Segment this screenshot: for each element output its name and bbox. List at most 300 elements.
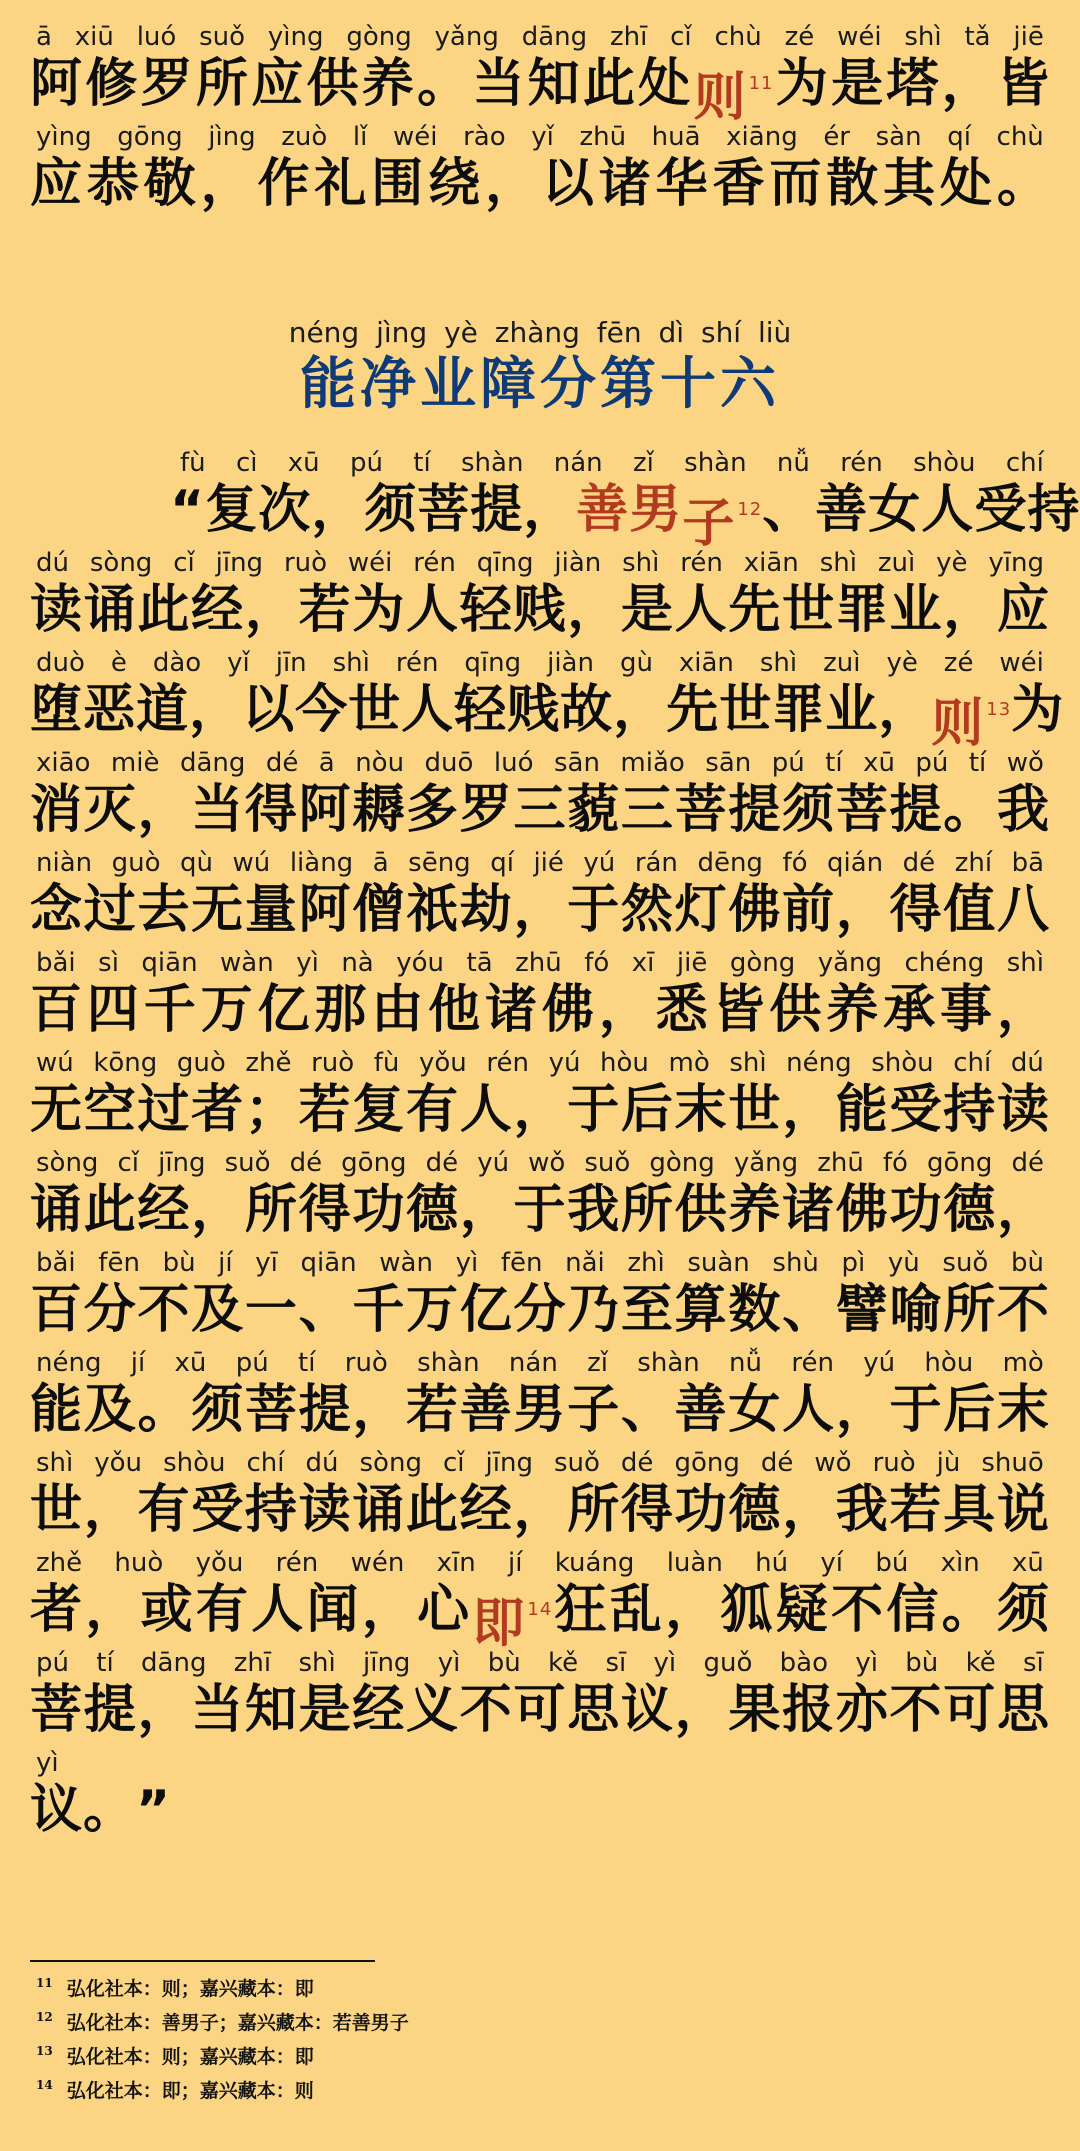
pinyin-syllable: jīng [363, 1648, 411, 1678]
hanzi-char: 者 [30, 1580, 84, 1640]
pinyin-syllable: xī [631, 948, 655, 978]
hanzi-char: 应 [30, 154, 84, 214]
hanzi-char: 三 [513, 780, 567, 840]
hanzi-char: 贱 [507, 680, 561, 740]
hanzi-char: 量 [244, 880, 298, 940]
pinyin-syllable: bào [779, 1648, 829, 1678]
pinyin-syllable: è [110, 648, 127, 678]
hanzi-char: 人 [406, 580, 460, 640]
hanzi-char: ， [311, 480, 365, 540]
hanzi-char: ， [459, 1180, 513, 1240]
pinyin-syllable: huā [651, 122, 701, 152]
hanzi-char: 无 [30, 1080, 84, 1140]
pinyin-syllable: yīng [988, 548, 1044, 578]
hanzi-char: 华 [655, 154, 709, 214]
hanzi-char: 修 [85, 54, 139, 114]
verse-line [30, 1548, 1050, 1654]
hanzi-char: ， [523, 480, 577, 540]
pinyin-syllable: xiān [678, 648, 734, 678]
pinyin-syllable: zhī [609, 22, 648, 52]
pinyin-line [36, 1648, 1044, 1678]
hanzi-char: 乱 [609, 1580, 663, 1640]
hanzi-char: ， [665, 1580, 719, 1640]
pinyin-line [36, 122, 1044, 152]
hanzi-char: 僧 [352, 880, 406, 940]
hanzi-line [30, 1478, 1050, 1542]
pinyin-syllable: rán [634, 848, 678, 878]
hanzi-char: 人 [674, 580, 728, 640]
pinyin-syllable: pú [349, 448, 383, 478]
pinyin-syllable: hòu [924, 1348, 974, 1378]
pinyin-syllable: kě [965, 1648, 996, 1678]
pinyin-syllable: duò [36, 648, 85, 678]
hanzi-char: 千 [143, 980, 197, 1040]
hanzi-char: ， [996, 980, 1050, 1040]
pinyin-syllable: hòu [600, 1048, 649, 1078]
pinyin-syllable: dé [425, 1148, 459, 1178]
hanzi-char: 礼 [314, 154, 368, 214]
hanzi-char: 万 [406, 1280, 460, 1340]
hanzi-char: ， [513, 1480, 567, 1540]
pinyin-syllable: sēng [408, 848, 471, 878]
pinyin-syllable: zǐ [587, 1348, 608, 1378]
hanzi-char: 事 [940, 980, 994, 1040]
footnote-divider [30, 1960, 375, 1962]
hanzi-char: 先 [728, 580, 782, 640]
pinyin-syllable: yǎng [434, 22, 499, 52]
hanzi-char: 男 [629, 480, 683, 540]
pinyin-syllable: dú [1010, 1048, 1044, 1078]
pinyin-syllable: sī [1023, 1648, 1044, 1678]
hanzi-char: 轻 [459, 580, 513, 640]
pinyin-syllable: fó [882, 1148, 908, 1178]
hanzi-char: 此 [137, 580, 191, 640]
hanzi-char: 塔 [886, 54, 940, 114]
section-title [0, 316, 1080, 420]
pinyin-syllable: nǎi [565, 1248, 605, 1278]
pinyin-syllable: shù [772, 1248, 819, 1278]
hanzi-char: 得 [620, 1480, 674, 1540]
hanzi-char: 受 [889, 1080, 943, 1140]
pinyin-syllable: jīn [275, 648, 307, 678]
hanzi-char: 世 [728, 1080, 782, 1140]
pinyin-syllable: yǎng [817, 948, 883, 978]
hanzi-char: 四 [86, 980, 140, 1040]
pinyin-syllable: yú [583, 848, 616, 878]
hanzi-char: 提 [889, 780, 943, 840]
hanzi-char: 八 [996, 880, 1050, 940]
hanzi-line [170, 478, 1080, 554]
pinyin-syllable: fó [584, 948, 610, 978]
pinyin-syllable: cǐ [117, 1148, 140, 1178]
hanzi-char: 人 [251, 1580, 305, 1640]
footnote-marker[interactable]: 11 [748, 73, 774, 94]
pinyin-syllable: chéng [904, 948, 985, 978]
pinyin-syllable: zǐ [632, 448, 654, 478]
pinyin-syllable: gōng [117, 122, 183, 152]
pinyin-syllable: wéi [392, 122, 438, 152]
hanzi-char: 敬 [143, 154, 197, 214]
pinyin-syllable: yú [863, 1348, 896, 1378]
footnote-marker[interactable]: 13 [986, 699, 1012, 720]
pinyin-syllable: shàn [637, 1348, 700, 1378]
pinyin-syllable: bǎi [36, 1248, 76, 1278]
hanzi-char: 业 [825, 680, 879, 740]
pinyin-line [36, 648, 1044, 678]
pinyin-syllable: wǒ [528, 1148, 566, 1178]
hanzi-char: 百 [30, 980, 84, 1040]
pinyin-syllable: qīng [464, 648, 522, 678]
hanzi-line [30, 778, 1050, 842]
hanzi-char: 皆 [996, 54, 1050, 114]
pinyin-syllable: shuō [981, 1448, 1044, 1478]
hanzi-char: 贱 [513, 580, 567, 640]
hanzi-char: 去 [137, 880, 191, 940]
pinyin-syllable: gòng [346, 22, 412, 52]
pinyin-syllable: guò [111, 848, 161, 878]
hanzi-char: 读 [298, 1480, 352, 1540]
pinyin-syllable: yǒu [195, 1548, 244, 1578]
pinyin-syllable: xiān [743, 548, 799, 578]
hanzi-char: 世 [30, 1480, 84, 1540]
hanzi-char: 及 [83, 1380, 137, 1440]
pinyin-syllable: dú [36, 548, 69, 578]
pinyin-syllable: ér [823, 122, 850, 152]
pinyin-syllable: jiàn [547, 648, 594, 678]
pinyin-syllable: yì [36, 1748, 59, 1778]
hanzi-char: 数 [728, 1280, 782, 1340]
hanzi-char: 不 [459, 1680, 513, 1740]
hanzi-char: 疑 [775, 1580, 829, 1640]
verse-line [30, 1648, 1050, 1748]
verse-line [30, 1348, 1050, 1448]
hanzi-char: 此 [83, 1180, 137, 1240]
hanzi-char: 围 [371, 154, 425, 214]
hanzi-char: 须 [191, 1380, 245, 1440]
hanzi-char: 诵 [30, 1180, 84, 1240]
hanzi-char: 万 [200, 980, 254, 1040]
pinyin-syllable: chí [1005, 448, 1044, 478]
pinyin-line [36, 1548, 1044, 1578]
pinyin-syllable: zuì [823, 648, 861, 678]
pinyin-syllable: fù [180, 448, 206, 478]
hanzi-char: 得 [298, 1180, 352, 1240]
pinyin-syllable: ruò [283, 548, 328, 578]
pinyin-syllable: qiān [300, 1248, 357, 1278]
hanzi-char: 能 [835, 1080, 889, 1140]
hanzi-char: 菩 [674, 780, 728, 840]
pinyin-syllable: sī [605, 1648, 627, 1678]
pinyin-syllable: shì [819, 548, 857, 578]
pinyin-syllable: wén [350, 1548, 405, 1578]
pinyin-syllable: bù [487, 1648, 521, 1678]
pinyin-syllable: ā [318, 748, 335, 778]
hanzi-line [30, 1378, 1050, 1442]
hanzi-char: 阿 [298, 780, 352, 840]
hanzi-char: 此 [582, 54, 636, 114]
pinyin-syllable: qián [827, 848, 884, 878]
pinyin-syllable: qiān [141, 948, 198, 978]
pinyin-syllable: nǚ [776, 448, 810, 478]
verse-line [30, 1248, 1050, 1348]
hanzi-char: 悉 [655, 980, 709, 1040]
pinyin-syllable: jí [508, 1548, 523, 1578]
pinyin-syllable: suǒ [199, 22, 246, 52]
pinyin-syllable: tí [968, 748, 987, 778]
hanzi-char: ， [598, 980, 652, 1040]
hanzi-char: 人 [921, 480, 975, 540]
hanzi-char: 罪 [772, 680, 826, 740]
pinyin-line [36, 1748, 1044, 1778]
hanzi-char: 须 [782, 780, 836, 840]
hanzi-char: ， [567, 580, 621, 640]
pinyin-syllable: tā [466, 948, 493, 978]
sutra-text-main [30, 448, 1080, 1848]
pinyin-line [36, 1448, 1044, 1478]
hanzi-char: 提 [298, 1380, 352, 1440]
pinyin-syllable: suǒ [224, 1148, 271, 1178]
hanzi-char: 经 [459, 1480, 513, 1540]
pinyin-syllable: zhū [817, 1148, 864, 1178]
hanzi-char: 亿 [257, 980, 311, 1040]
pinyin-syllable: wéi [347, 548, 393, 578]
hanzi-char: ， [83, 1480, 137, 1540]
pinyin-syllable: suǒ [942, 1248, 989, 1278]
hanzi-char: 于 [567, 880, 621, 940]
hanzi-char: 有 [195, 1580, 249, 1640]
hanzi-char: 为 [775, 54, 829, 114]
pinyin-syllable: rén [486, 1048, 529, 1078]
hanzi-char: 能 [30, 1380, 84, 1440]
hanzi-char: ， [189, 680, 243, 740]
hanzi-char: ， [835, 880, 889, 940]
footnote-item [36, 2070, 314, 2100]
hanzi-char: 议 [30, 1780, 84, 1840]
hanzi-char: 读 [30, 580, 84, 640]
hanzi-char: 。 [941, 1580, 995, 1640]
hanzi-char: 世 [719, 680, 773, 740]
hanzi-line [30, 678, 1065, 754]
pinyin-syllable: wéi [999, 648, 1044, 678]
hanzi-char: 知 [527, 54, 581, 114]
hanzi-char: 以 [242, 680, 296, 740]
hanzi-char: ， [191, 1180, 245, 1240]
hanzi-char: ， [352, 1380, 406, 1440]
hanzi-char: 末 [996, 1380, 1050, 1440]
hanzi-char: 堕 [30, 680, 84, 740]
pinyin-syllable: sān [553, 748, 600, 778]
pinyin-syllable: sòng [36, 1148, 99, 1178]
pinyin-syllable: bǎi [36, 948, 76, 978]
hanzi-char: 提 [470, 480, 524, 540]
pinyin-syllable: gōng [927, 1148, 993, 1178]
hanzi-char: 空 [83, 1080, 137, 1140]
pinyin-syllable: yè [936, 548, 968, 578]
pinyin-syllable: xīn [436, 1548, 476, 1578]
pinyin-syllable: jīng [485, 1448, 533, 1478]
hanzi-char: 业 [889, 580, 943, 640]
hanzi-char: ， [137, 1680, 191, 1740]
hanzi-char: 有 [137, 1480, 191, 1540]
hanzi-char: 狂 [554, 1580, 608, 1640]
pinyin-syllable: rén [275, 1548, 319, 1578]
pinyin-syllable: dé [1011, 1148, 1044, 1178]
pinyin-line [36, 548, 1044, 578]
hanzi-char: 所 [195, 54, 249, 114]
hanzi-char: 得 [889, 880, 943, 940]
verse-line [30, 748, 1050, 848]
hanzi-char: 可 [943, 1680, 997, 1740]
pinyin-syllable: bù [162, 1248, 196, 1278]
pinyin-syllable: qù [180, 848, 214, 878]
hanzi-char: 所 [244, 1180, 298, 1240]
pinyin-syllable: bù [905, 1648, 939, 1678]
hanzi-char: 。 [137, 1380, 191, 1440]
pinyin-syllable: pú [915, 748, 949, 778]
hanzi-char: 经 [352, 1680, 406, 1740]
hanzi-char: 阿 [30, 54, 84, 114]
footnote-marker[interactable]: 12 [737, 499, 763, 520]
hanzi-char: 菩 [835, 780, 889, 840]
pinyin-syllable: wéi [837, 22, 882, 52]
pinyin-syllable: xū [863, 748, 895, 778]
footnote-item [36, 2002, 409, 2032]
pinyin-syllable: fó [782, 848, 808, 878]
hanzi-char: 须 [364, 480, 418, 540]
pinyin-syllable: shì [1006, 948, 1044, 978]
hanzi-char: 养 [728, 1180, 782, 1240]
hanzi-char: 则 $^{13}$ [931, 694, 1012, 754]
pinyin-syllable: jié [533, 848, 564, 878]
hanzi-char: 持 [943, 1080, 997, 1140]
pinyin-syllable: ruò [344, 1348, 388, 1378]
pinyin-syllable: yǐ [227, 648, 250, 678]
pinyin-syllable: pú [36, 1648, 69, 1678]
hanzi-char: 、 [298, 1280, 352, 1340]
pinyin-syllable: niàn [36, 848, 93, 878]
pinyin-syllable: ruò [311, 1048, 355, 1078]
footnote-text: 弘化社本：善男子；嘉兴藏本：若善男子 [66, 2012, 409, 2034]
verse-line [30, 948, 1050, 1048]
hanzi-char: 过 [83, 880, 137, 940]
pinyin-syllable: gù [619, 648, 653, 678]
hanzi-char: 心 [417, 1580, 471, 1640]
hanzi-char: 。 [943, 780, 997, 840]
pinyin-line [36, 1248, 1044, 1278]
hanzi-char: 一 [244, 1280, 298, 1340]
pinyin-syllable: yǐ [531, 122, 554, 152]
title-text: 能净业障分第十六 [300, 352, 780, 417]
hanzi-char: 百 [30, 1280, 84, 1340]
pinyin-syllable: cǐ [442, 1448, 465, 1478]
pinyin-syllable: yú [548, 1048, 581, 1078]
pinyin-syllable: kuáng [554, 1548, 635, 1578]
pinyin-syllable: jí [218, 1248, 233, 1278]
footnote-number: 11 [36, 1976, 53, 1990]
pinyin-syllable: luàn [666, 1548, 723, 1578]
pinyin-syllable: mò [1002, 1348, 1044, 1378]
pinyin-syllable: yì [455, 1248, 479, 1278]
pinyin-syllable: chù [714, 22, 762, 52]
pinyin-syllable: dāng [521, 22, 588, 52]
hanzi-line [30, 1778, 1050, 1842]
hanzi-char: 复 [352, 1080, 406, 1140]
hanzi-char: “ [170, 480, 206, 540]
footnote-number: 14 [36, 2078, 53, 2092]
pinyin-syllable: jí [130, 1348, 146, 1378]
verse-line [30, 648, 1065, 754]
hanzi-char: 乃 [567, 1280, 621, 1340]
pinyin-syllable: qí [490, 848, 514, 878]
hanzi-char: 多 [406, 780, 460, 840]
pinyin-syllable: duō [424, 748, 474, 778]
pinyin-syllable: miǎo [620, 748, 685, 778]
hanzi-char: 应 [251, 54, 305, 114]
footnote-marker[interactable]: 14 [527, 1599, 553, 1620]
verse-line [30, 1148, 1050, 1248]
pinyin-syllable: yú [477, 1148, 510, 1178]
hanzi-char: 不 [137, 1280, 191, 1340]
pinyin-syllable: yí [820, 1548, 844, 1578]
hanzi-char: 是 [620, 580, 674, 640]
pinyin-syllable: qīng [476, 548, 534, 578]
hanzi-char: 佛 [835, 1180, 889, 1240]
hanzi-char: ， [85, 1580, 139, 1640]
pinyin-syllable: yǒu [94, 1448, 143, 1478]
pinyin-syllable: rén [413, 548, 456, 578]
pinyin-syllable: rén [680, 548, 723, 578]
hanzi-char: 诵 [352, 1480, 406, 1540]
pinyin-syllable: yì [855, 1648, 878, 1678]
hanzi-char: 。 [83, 1780, 137, 1840]
hanzi-char: 所 [620, 1180, 674, 1240]
pinyin-syllable: gōng [341, 1148, 407, 1178]
footnote-text: 弘化社本：则；嘉兴藏本：即 [66, 2046, 314, 2068]
pinyin-syllable: jìng [208, 122, 256, 152]
pinyin-syllable: shì [298, 1648, 336, 1678]
pinyin-syllable: tí [298, 1348, 316, 1378]
hanzi-char: 。 [417, 54, 471, 114]
hanzi-char: 念 [30, 880, 84, 940]
hanzi-char: 世 [348, 680, 402, 740]
hanzi-char: 善 [459, 1380, 513, 1440]
hanzi-char: 轻 [454, 680, 508, 740]
hanzi-char: 持 [1027, 480, 1080, 540]
hanzi-char: 则 $^{11}$ [693, 68, 774, 128]
hanzi-char: 、 [620, 1380, 674, 1440]
pinyin-syllable: gōng [674, 1448, 740, 1478]
hanzi-char: 。 [996, 154, 1050, 214]
hanzi-char: ” [136, 1780, 172, 1840]
hanzi-char: 末 [674, 1080, 728, 1140]
hanzi-char: 作 [257, 154, 311, 214]
hanzi-char: 道 [136, 680, 190, 740]
pinyin-syllable: zé [784, 22, 815, 52]
hanzi-char: 养 [361, 54, 415, 114]
hanzi-char: 恶 [83, 680, 137, 740]
hanzi-line [30, 1578, 1050, 1654]
pinyin-syllable: dāng [141, 1648, 207, 1678]
pinyin-syllable: rào [463, 122, 506, 152]
hanzi-char: 于 [567, 1080, 621, 1140]
hanzi-line [30, 52, 1050, 128]
pinyin-syllable: xū [174, 1348, 207, 1378]
hanzi-char: 功 [889, 1180, 943, 1240]
pinyin-syllable: yè [886, 648, 918, 678]
pinyin-line [36, 1148, 1044, 1178]
pinyin-syllable: luó [136, 22, 177, 52]
hanzi-char: 世 [782, 580, 836, 640]
